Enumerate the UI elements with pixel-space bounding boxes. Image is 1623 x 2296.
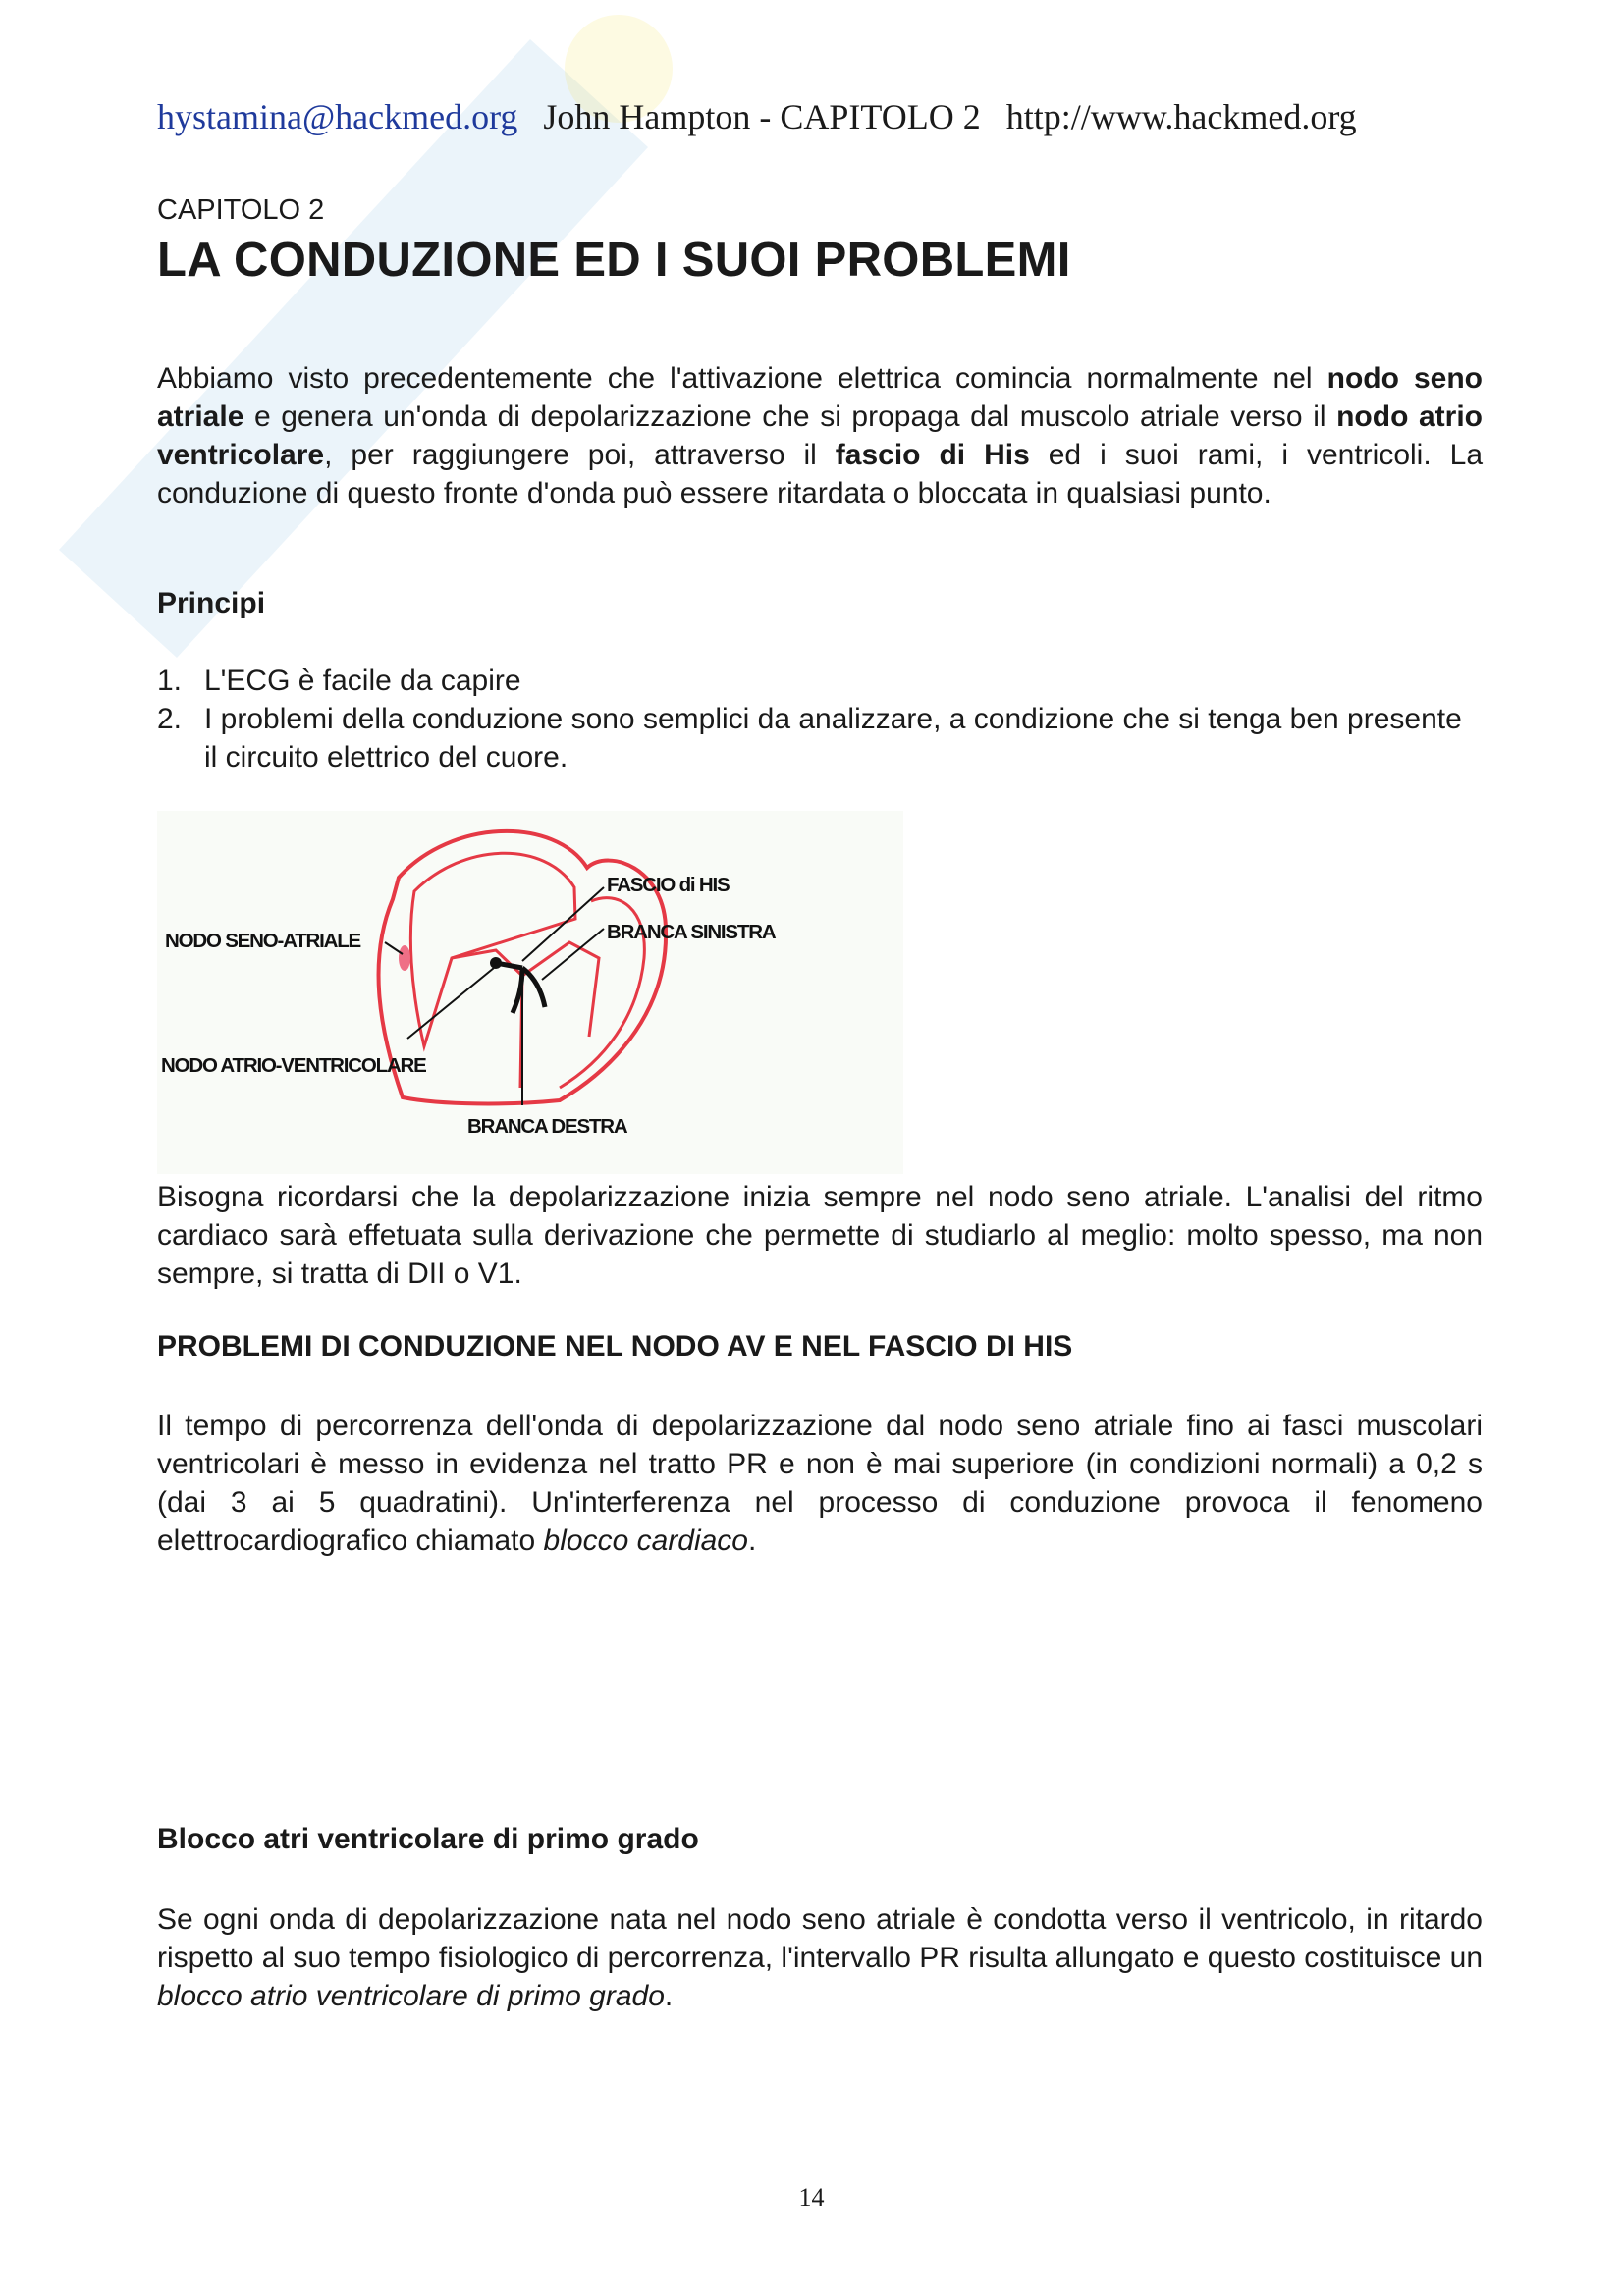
label-fascio-his: FASCIO di HIS <box>607 874 730 896</box>
chapter-title: LA CONDUZIONE ED I SUOI PROBLEMI <box>157 234 1071 287</box>
chapter-label: CAPITOLO 2 <box>157 194 325 226</box>
term-nodo-atrio-ventricolare: nodo atrio ventricolare <box>157 400 1483 471</box>
label-nodo-atrio-ventricolare: NODO ATRIO-VENTRICOLARE <box>161 1054 426 1077</box>
sa-node <box>399 945 410 971</box>
header-email[interactable]: hystamina@hackmed.org <box>157 97 518 136</box>
term-blocco-cardiaco: blocco cardiaco <box>543 1524 748 1557</box>
term-nodo-seno-atriale: nodo seno atriale <box>157 362 1483 433</box>
ritmo-paragraph: Bisogna ricordarsi che la depolarizzazione inizia sempre nel nodo seno atriale. L'analisi del ritmo cardiaco sarà effetuata sulla derivazione che permette di studiarlo al meglio: molto spesso, ma non sempre, si tratta di DII o V1. <box>157 1181 1483 1290</box>
problemi-heading: PROBLEMI DI CONDUZIONE NEL NODO AV E NEL FASCIO DI HIS <box>157 1330 1073 1362</box>
label-branca-sinistra: BRANCA SINISTRA <box>607 921 776 943</box>
page-header <box>157 96 1483 137</box>
principi-list <box>157 662 1483 776</box>
header-url[interactable]: http://www.hackmed.org <box>1005 97 1357 136</box>
blocco-heading: Blocco atri ventricolare di primo grado <box>157 1823 699 1855</box>
heart-conduction-diagram <box>157 811 903 1174</box>
label-branca-destra: BRANCA DESTRA <box>467 1115 627 1138</box>
label-nodo-seno-atriale: NODO SENO-ATRIALE <box>165 930 361 952</box>
list-item: 2. I problemi della conduzione sono semplici da analizzare, a condizione che si tenga ben presente il circuito elettrico del cuore. <box>157 703 1462 774</box>
page-number: 14 <box>798 2183 825 2212</box>
blocco-paragraph: Se ogni onda di depolarizzazione nata nel nodo seno atriale è condotta verso il ventricolo, in ritardo rispetto al suo tempo fisiologico di percorrenza, l'intervallo PR risulta allungato e questo costituisce un blocco atrio ventricolare di primo grado. <box>157 1903 1483 2012</box>
term-blocco-av-primo-grado: blocco atrio ventricolare di primo grado <box>157 1980 665 2012</box>
intro-paragraph: Abbiamo visto precedentemente che l'attivazione elettrica comincia normalmente nel nodo seno atriale e genera un'onda di depolarizzazione che si propaga dal muscolo atriale verso il nodo atrio ventricolare, per raggiungere poi, attraverso il fascio di His ed i suoi rami, i ventricoli. La conduzione di questo fronte d'onda può essere ritardata o bloccata in qualsiasi punto. <box>157 362 1484 509</box>
term-fascio-di-his: fascio di His <box>835 439 1030 471</box>
header-author-chapter: John Hampton - CAPITOLO 2 <box>543 97 981 136</box>
list-item: 1. L'ECG è facile da capire <box>157 665 521 697</box>
problemi-paragraph: Il tempo di percorrenza dell'onda di depolarizzazione dal nodo seno atriale fino ai fasci muscolari ventricolari è messo in evidenza nel tratto PR e non è mai superiore (in condizioni normali) a 0,2 s (dai 3 ai 5 quadratini). Un'interferenza nel processo di conduzione provoca il fenomeno elettrocardiografico chiamato blocco cardiaco. <box>157 1410 1483 1557</box>
principi-heading: Principi <box>157 587 266 619</box>
